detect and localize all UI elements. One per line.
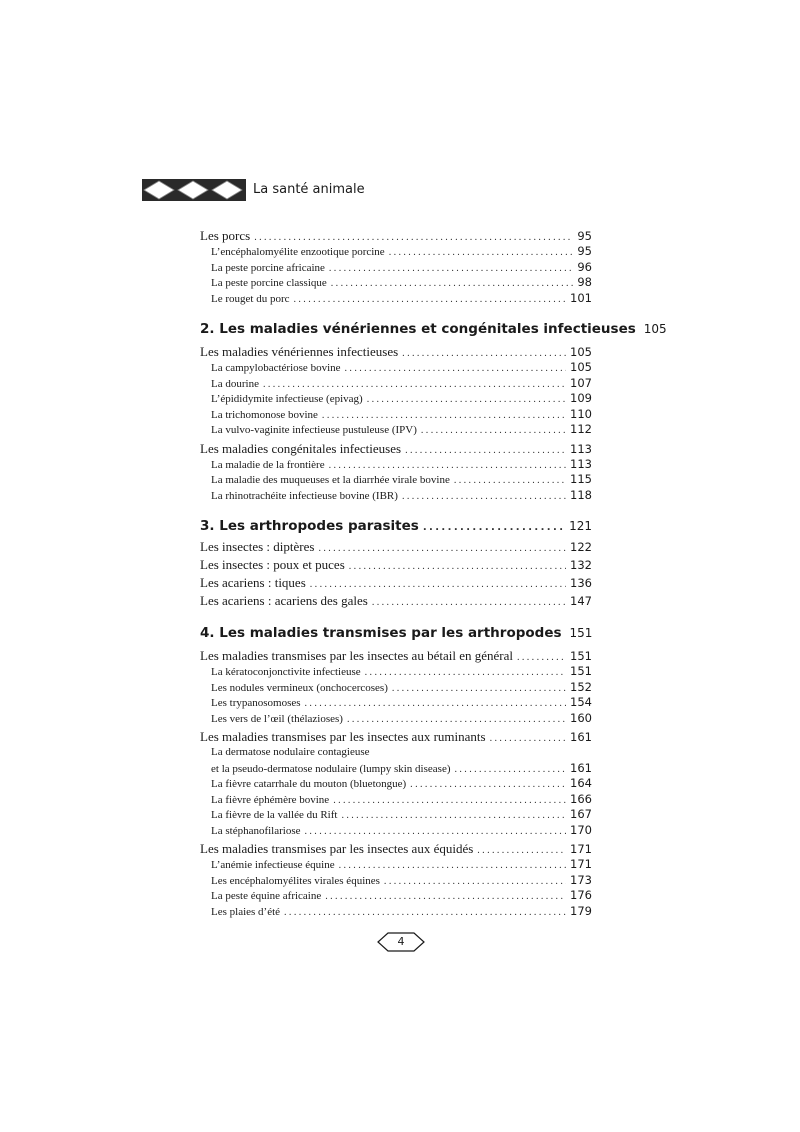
toc-entry-title: Les maladies vénériennes infectieuses — [200, 344, 399, 359]
toc-entry-title: Les maladies transmises par les insectes aux équidés — [200, 841, 474, 856]
dot-leader — [517, 650, 566, 666]
toc-item — [200, 680, 592, 696]
dot-leader — [389, 245, 574, 261]
toc-entry-page: 154 — [570, 695, 592, 709]
toc-entry-title: 3. Les arthropodes parasites — [200, 518, 419, 534]
toc-item — [200, 807, 592, 823]
toc-item — [200, 422, 592, 438]
toc-entry-title: Les maladies transmises par les insectes au bétail en général — [200, 648, 513, 663]
toc-chapter — [200, 317, 667, 341]
toc-entry-page: 113 — [570, 441, 592, 456]
toc-section — [200, 729, 592, 745]
toc-entry-title: Les maladies transmises par les insectes aux ruminants — [200, 729, 486, 744]
dot-leader — [254, 230, 573, 246]
toc-entry-page: 115 — [570, 472, 592, 486]
toc-entry-title: 4. Les maladies transmises par les arthropodes — [200, 625, 562, 641]
toc-entry-page: 110 — [570, 406, 592, 421]
toc-item — [200, 457, 592, 473]
toc-item — [200, 275, 592, 291]
dot-leader — [329, 458, 566, 474]
toc-entry-page: 161 — [570, 730, 592, 744]
toc-entry-page: 105 — [570, 345, 592, 359]
dot-leader — [322, 408, 566, 424]
toc-entry-page: 121 — [569, 519, 592, 533]
dot-leader — [341, 808, 566, 824]
toc-entry-title: Les encéphalomyélites virales équines — [211, 874, 380, 887]
toc-entry-title: La rhinotrachéite infectieuse bovine (IBR) — [211, 489, 398, 502]
toc-entry-title: Les vers de l’œil (thélazioses) — [211, 712, 343, 725]
toc-section — [200, 592, 592, 610]
toc-entry-title: Le rouget du porc — [211, 292, 290, 305]
toc-entry-page: 105 — [643, 322, 667, 336]
dot-leader — [455, 762, 567, 778]
toc-entry-title: La peste porcine classique — [211, 277, 327, 289]
dot-leader — [329, 261, 573, 277]
toc-entry-page: 132 — [570, 558, 592, 572]
toc-item — [200, 472, 592, 488]
dot-leader — [325, 889, 566, 905]
toc-item — [200, 260, 592, 276]
dot-leader — [347, 712, 566, 728]
dot-leader — [305, 824, 567, 840]
toc-entry-page: 95 — [577, 229, 592, 243]
toc-entry-title: Les plaies d’été — [211, 905, 281, 918]
dot-leader — [263, 377, 566, 393]
toc-entry-page: 171 — [570, 842, 592, 856]
page-number: 4 — [397, 935, 405, 948]
toc-entry-page: 98 — [577, 275, 592, 289]
toc-entry-title: La fièvre de la vallée du Rift — [211, 809, 338, 821]
toc-item — [200, 664, 592, 680]
toc-entry-title: La kératoconjonctivite infectieuse — [211, 666, 361, 678]
toc-item — [200, 776, 592, 792]
toc-entry-title: La trichomonose bovine — [211, 408, 318, 421]
toc-entry-title: La peste équine africaine — [211, 890, 322, 902]
toc-entry-title: La stéphanofilariose — [211, 824, 301, 837]
toc-section — [200, 841, 592, 857]
toc-item — [200, 244, 592, 260]
dot-leader — [294, 292, 567, 308]
dot-leader — [384, 874, 566, 890]
toc-entry-page: 161 — [570, 760, 592, 775]
toc-section — [200, 441, 592, 457]
toc-entry-title: et la pseudo-dermatose nodulaire (lumpy skin disease) — [211, 762, 451, 775]
toc-entry-title: Les acariens : tiques — [200, 575, 306, 590]
table-of-contents — [200, 228, 667, 919]
dot-leader — [421, 423, 566, 439]
dot-leader — [349, 558, 566, 576]
toc-entry-page: 101 — [570, 290, 592, 305]
toc-entry-title: Les insectes : diptères — [200, 539, 315, 554]
toc-entry-page: 96 — [577, 259, 592, 274]
toc-item — [200, 488, 592, 504]
toc-entry-page: 136 — [570, 576, 592, 590]
toc-entry-title: L’anémie infectieuse équine — [211, 859, 335, 871]
toc-item — [200, 792, 592, 808]
header-diamond-band — [142, 179, 246, 201]
toc-chapter — [200, 514, 592, 538]
toc-entry-page: 151 — [569, 626, 593, 640]
toc-item — [200, 291, 592, 307]
toc-entry-title: La peste porcine africaine — [211, 261, 325, 274]
toc-entry-title: Les insectes : poux et puces — [200, 557, 345, 572]
toc-section — [200, 574, 592, 592]
toc-item — [200, 360, 592, 376]
toc-entry-page: 95 — [577, 244, 592, 258]
dot-leader — [402, 346, 566, 362]
toc-item — [200, 904, 592, 920]
toc-item — [200, 695, 592, 711]
toc-entry-page: 173 — [570, 872, 592, 887]
toc-entry-page: 118 — [570, 487, 592, 502]
toc-entry-page: 109 — [570, 391, 592, 405]
dot-leader — [410, 777, 566, 793]
toc-entry-page: 107 — [570, 375, 592, 390]
toc-item — [200, 761, 592, 777]
toc-section — [200, 648, 592, 664]
toc-entry-title: La dourine — [211, 377, 259, 390]
dot-leader — [333, 793, 566, 809]
toc-item — [200, 391, 592, 407]
toc-entry-page: 179 — [570, 903, 592, 918]
toc-section — [200, 344, 592, 360]
toc-entry-title: La vulvo-vaginite infectieuse pustuleuse (IPV) — [211, 424, 417, 436]
toc-item — [200, 873, 592, 889]
dot-leader — [345, 361, 567, 377]
running-header-title: La santé animale — [253, 182, 365, 197]
toc-entry-title: Les maladies congénitales infectieuses — [200, 440, 402, 456]
toc-item — [200, 857, 592, 873]
toc-item — [200, 376, 592, 392]
toc-entry-page: 122 — [570, 540, 592, 554]
dot-leader — [367, 392, 566, 408]
dot-leader — [477, 843, 566, 859]
toc-entry-title: La maladie des muqueuses et la diarrhée virale bovine — [211, 474, 450, 486]
toc-entry-title: La campylobactériose bovine — [211, 362, 341, 374]
toc-entry-title: La fièvre éphémère bovine — [211, 793, 330, 806]
toc-chapter — [200, 621, 592, 645]
toc-entry-page: 164 — [570, 776, 592, 790]
dot-leader — [402, 489, 566, 505]
toc-entry-page: 171 — [570, 857, 592, 871]
toc-item — [200, 888, 592, 904]
toc-entry-page: 151 — [570, 664, 592, 678]
toc-entry-page: 112 — [570, 422, 592, 436]
toc-entry-page: 113 — [570, 456, 592, 471]
dot-leader — [284, 905, 566, 921]
toc-entry-title: La fièvre catarrhale du mouton (bluetongue) — [211, 778, 407, 790]
toc-entry-title: Les nodules vermineux (onchocercoses) — [211, 681, 388, 694]
toc-entry-page: 170 — [570, 822, 592, 837]
toc-entry-page: 105 — [570, 360, 592, 374]
toc-item — [200, 823, 592, 839]
dot-leader — [490, 731, 566, 747]
toc-entry-title: La dermatose nodulaire contagieuse — [211, 746, 370, 758]
dot-leader — [372, 594, 566, 612]
toc-entry-page: 152 — [570, 679, 592, 694]
toc-entry-title: Les trypanosomoses — [211, 697, 301, 709]
toc-item — [200, 745, 592, 761]
toc-entry-page: 176 — [570, 888, 592, 902]
dot-leader — [331, 276, 574, 292]
toc-entry-page: 166 — [570, 791, 592, 806]
toc-entry-page: 151 — [570, 649, 592, 663]
dot-leader — [305, 696, 567, 712]
dot-leader — [405, 443, 566, 459]
toc-entry-title: 2. Les maladies vénériennes et congénitales infectieuses — [200, 321, 636, 337]
toc-entry-title: L’encéphalomyélite enzootique porcine — [211, 246, 385, 258]
toc-entry-page: 167 — [570, 807, 592, 821]
toc-entry-title: Les porcs — [200, 228, 251, 243]
toc-entry-title: L’épididymite infectieuse (epivag) — [211, 393, 363, 405]
toc-item — [200, 407, 592, 423]
dot-leader — [339, 858, 566, 874]
dot-leader — [423, 516, 565, 540]
toc-entry-title: Les acariens : acariens des gales — [200, 593, 368, 608]
toc-section — [200, 538, 592, 556]
toc-entry-page: 160 — [570, 710, 592, 725]
toc-entry-page: 147 — [570, 594, 592, 608]
toc-entry-title: La maladie de la frontière — [211, 458, 325, 471]
dot-leader — [365, 665, 566, 681]
dot-leader — [454, 473, 566, 489]
toc-section — [200, 556, 592, 574]
toc-item — [200, 711, 592, 727]
toc-section — [200, 228, 592, 244]
dot-leader — [318, 540, 566, 558]
dot-leader — [392, 681, 566, 697]
